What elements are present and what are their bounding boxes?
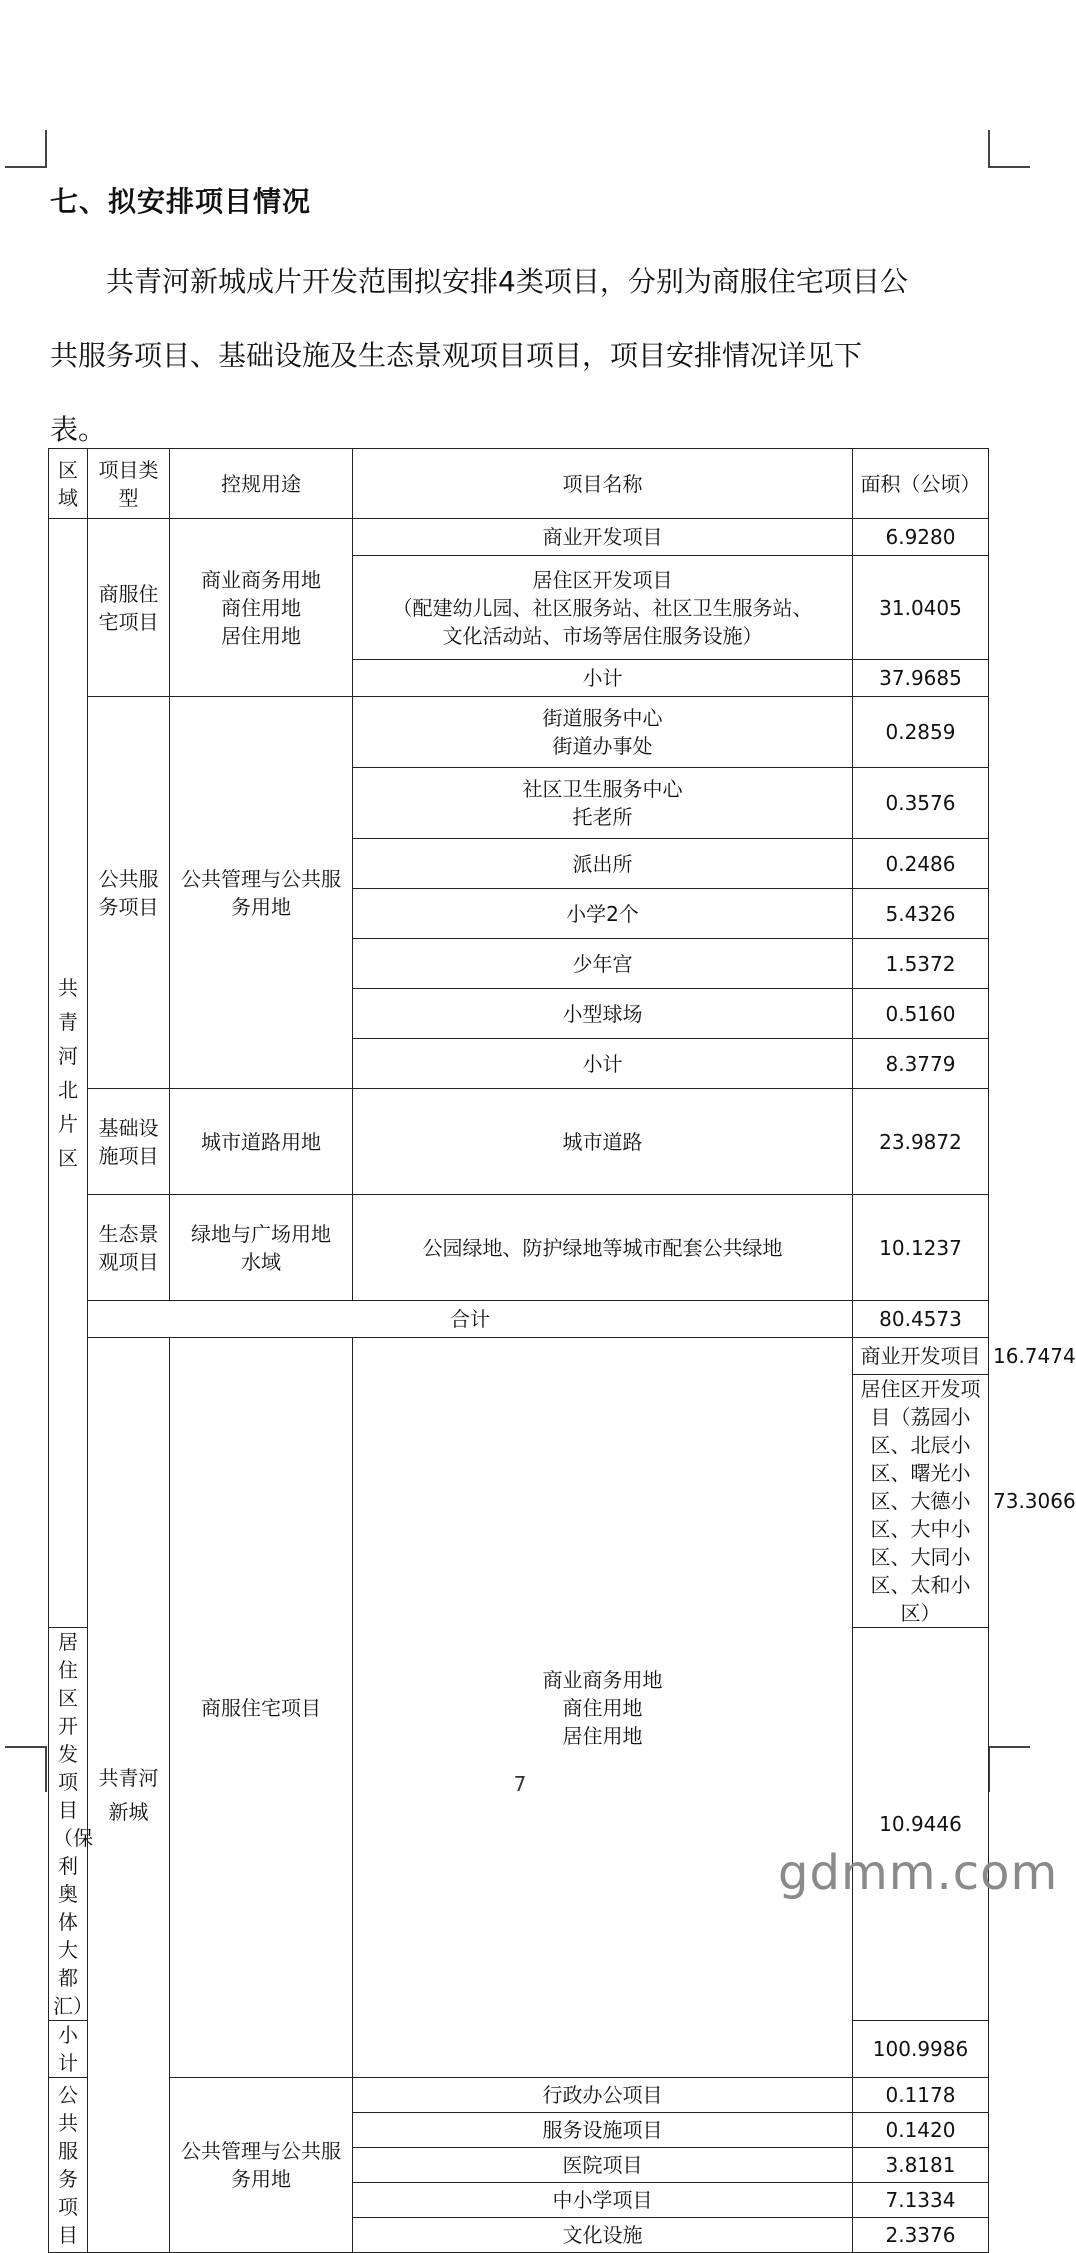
header-area: 面积（公顷） <box>853 449 989 519</box>
intro-line: 共服务项目、基础设施及生态景观项目项目，项目安排情况详见下 <box>50 339 863 372</box>
table-row <box>49 519 989 556</box>
table-row <box>49 2078 989 2113</box>
crop-mark-top-right <box>988 130 1030 168</box>
area-cell: 80.4573 <box>853 1301 989 1338</box>
region-cell: 共青河北片区 <box>49 519 88 1628</box>
header-name: 项目名称 <box>353 449 853 519</box>
project-name-cell: 街道服务中心 街道办事处 <box>353 697 853 768</box>
type-cell: 商服住宅项目 <box>170 1338 353 2078</box>
project-name-cell: 社区卫生服务中心 托老所 <box>353 768 853 839</box>
project-name-cell: 城市道路 <box>353 1089 853 1195</box>
project-name-cell: 居住区开发项目（荔园小区、北辰小区、曙光小 区、大德小区、大中小区、大同小区、太和小 区） <box>853 1375 989 1628</box>
project-name-cell: 商业开发项目 <box>853 1338 989 1375</box>
table-row <box>49 697 989 768</box>
header-type: 项目类型 <box>88 449 170 519</box>
header-region: 区域 <box>49 449 88 519</box>
intro-line: 共青河新城成片开发范围拟安排4类项目，分别为商服住宅项目公 <box>106 265 908 298</box>
use-cell: 商业商务用地 商住用地 居住用地 <box>170 519 353 697</box>
area-cell: 10.9446 <box>853 1628 989 2021</box>
area-cell: 31.0405 <box>853 556 989 660</box>
area-cell: 0.1420 <box>853 2113 989 2148</box>
project-name-cell: 文化设施 <box>353 2218 853 2253</box>
area-cell: 0.2859 <box>853 697 989 768</box>
project-name-cell: 少年宫 <box>353 939 853 989</box>
project-name-cell: 居住区开发项目（保利奥体大都汇） <box>49 1628 88 2021</box>
area-cell: 3.8181 <box>853 2148 989 2183</box>
area-cell: 100.9986 <box>853 2021 989 2078</box>
header-use: 控规用途 <box>170 449 353 519</box>
project-name-cell: 小计 <box>49 2021 88 2078</box>
area-cell: 8.3779 <box>853 1039 989 1089</box>
area-cell: 5.4326 <box>853 889 989 939</box>
use-cell: 公共管理与公共服务用地 <box>170 697 353 1089</box>
type-cell: 商服住宅项目 <box>88 519 170 697</box>
type-cell: 公共服务项目 <box>88 697 170 1089</box>
type-cell: 基础设施项目 <box>88 1089 170 1195</box>
region-cell: 共青河新城 <box>88 1338 170 2253</box>
project-name-cell: 小计 <box>353 660 853 697</box>
project-name-cell: 中小学项目 <box>353 2183 853 2218</box>
project-name-cell: 居住区开发项目 （配建幼儿园、社区服务站、社区卫生服务站、 文化活动站、市场等居住服务设施） <box>353 556 853 660</box>
area-cell: 10.1237 <box>853 1195 989 1301</box>
project-table <box>48 448 1076 2253</box>
project-name-cell: 商业开发项目 <box>353 519 853 556</box>
use-cell: 绿地与广场用地 水域 <box>170 1195 353 1301</box>
project-name-cell: 行政办公项目 <box>353 2078 853 2113</box>
intro-line: 表。 <box>50 413 107 446</box>
watermark-logo: gdmm.com <box>778 1845 1059 1901</box>
project-name-cell: 派出所 <box>353 839 853 889</box>
use-cell: 城市道路用地 <box>170 1089 353 1195</box>
table-row <box>49 1089 989 1195</box>
area-cell: 6.9280 <box>853 519 989 556</box>
table-row <box>49 1301 989 1338</box>
area-cell: 0.3576 <box>853 768 989 839</box>
project-name-cell: 小型球场 <box>353 989 853 1039</box>
page-number: 7 <box>513 1772 527 1796</box>
project-name-cell: 医院项目 <box>353 2148 853 2183</box>
area-cell: 37.9685 <box>853 660 989 697</box>
area-cell: 7.1334 <box>853 2183 989 2218</box>
section-title: 七、拟安排项目情况 <box>50 185 312 218</box>
table-row <box>49 1195 989 1301</box>
type-cell: 公共服务项目 <box>49 2078 88 2253</box>
area-cell: 0.5160 <box>853 989 989 1039</box>
area-cell: 23.9872 <box>853 1089 989 1195</box>
project-name-cell: 小学2个 <box>353 889 853 939</box>
table-row: 居住区开发项目（荔园小区、北辰小区、曙光小 区、大德小区、大中小区、大同小区、太和小 区） 73.3066 <box>49 1375 989 1628</box>
project-name-cell: 服务设施项目 <box>353 2113 853 2148</box>
area-cell: 1.5372 <box>853 939 989 989</box>
project-name-cell: 公园绿地、防护绿地等城市配套公共绿地 <box>353 1195 853 1301</box>
project-name-cell: 小计 <box>353 1039 853 1089</box>
use-cell: 公共管理与公共服务用地 <box>170 2078 353 2253</box>
intro-paragraph <box>50 245 990 467</box>
use-cell: 商业商务用地 商住用地 居住用地 <box>353 1338 853 2078</box>
area-cell: 2.3376 <box>853 2218 989 2253</box>
total-label-cell: 合计 <box>88 1301 853 1338</box>
crop-mark-top-left <box>5 130 47 168</box>
table-row: 共青河新城 商服住宅项目 商业商务用地 商住用地 居住用地 商业开发项目 16.7474 <box>49 1338 989 1375</box>
table-header-row <box>49 449 989 519</box>
type-cell: 生态景观项目 <box>88 1195 170 1301</box>
area-cell: 0.1178 <box>853 2078 989 2113</box>
area-cell: 0.2486 <box>853 839 989 889</box>
